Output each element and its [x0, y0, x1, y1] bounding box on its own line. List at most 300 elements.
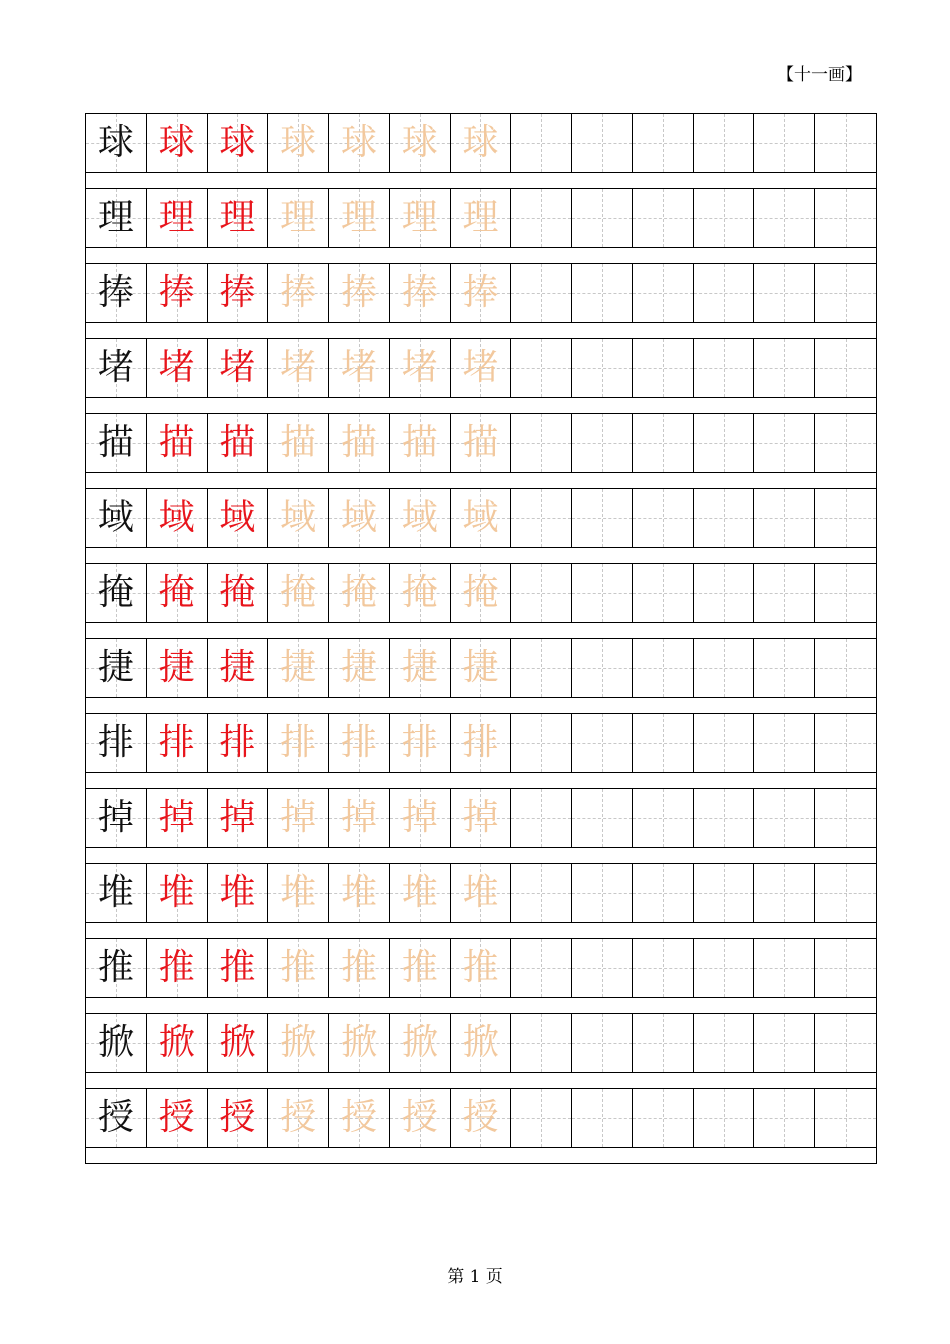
trace-character: 掩 — [280, 572, 317, 613]
practice-row — [86, 189, 876, 264]
trace-character: 理 — [401, 197, 438, 238]
practice-row — [86, 789, 876, 864]
trace-character: 理 — [462, 197, 499, 238]
example-cell — [208, 339, 269, 397]
trace-character: 堆 — [340, 872, 377, 913]
trace-character: 捧 — [280, 272, 317, 313]
model-character: 描 — [97, 422, 134, 463]
blank-practice-cell — [694, 264, 755, 322]
trace-cell — [268, 714, 329, 772]
red-example-character: 捷 — [219, 647, 256, 688]
blank-practice-cell — [815, 189, 876, 247]
trace-character: 排 — [280, 722, 317, 763]
trace-cell — [451, 489, 512, 547]
practice-row — [86, 414, 876, 489]
blank-practice-cell — [815, 264, 876, 322]
example-cell — [147, 864, 208, 922]
blank-practice-cell — [511, 264, 572, 322]
model-character: 域 — [97, 497, 134, 538]
red-example-character: 授 — [219, 1097, 256, 1138]
trace-cell — [329, 939, 390, 997]
practice-row — [86, 939, 876, 1014]
row-separator — [86, 698, 876, 714]
red-example-character: 捧 — [219, 272, 256, 313]
red-example-character: 球 — [158, 122, 195, 163]
trace-character: 捷 — [280, 647, 317, 688]
red-example-character: 堵 — [158, 347, 195, 388]
red-example-character: 掀 — [158, 1022, 195, 1063]
example-cell — [208, 489, 269, 547]
example-cell — [147, 114, 208, 172]
trace-cell — [329, 339, 390, 397]
row-separator — [86, 1148, 876, 1164]
trace-character: 描 — [401, 422, 438, 463]
trace-character: 堵 — [280, 347, 317, 388]
model-cell — [86, 414, 147, 472]
blank-practice-cell — [511, 114, 572, 172]
model-cell — [86, 264, 147, 322]
blank-practice-cell — [572, 789, 633, 847]
trace-cell — [329, 1014, 390, 1072]
blank-practice-cell — [815, 1089, 876, 1147]
blank-practice-cell — [754, 639, 815, 697]
blank-practice-cell — [815, 114, 876, 172]
blank-practice-cell — [754, 1014, 815, 1072]
red-example-character: 授 — [158, 1097, 195, 1138]
model-character: 球 — [97, 122, 134, 163]
red-example-character: 排 — [158, 722, 195, 763]
example-cell — [208, 864, 269, 922]
trace-character: 描 — [462, 422, 499, 463]
trace-character: 掉 — [280, 797, 317, 838]
practice-row — [86, 1014, 876, 1089]
trace-cell — [329, 414, 390, 472]
trace-cell — [451, 939, 512, 997]
blank-practice-cell — [572, 1014, 633, 1072]
example-cell — [147, 639, 208, 697]
blank-practice-cell — [572, 864, 633, 922]
blank-practice-cell — [511, 939, 572, 997]
blank-practice-cell — [511, 489, 572, 547]
model-cell — [86, 339, 147, 397]
blank-practice-cell — [694, 189, 755, 247]
trace-cell — [451, 114, 512, 172]
practice-grid — [85, 113, 877, 1164]
blank-practice-cell — [572, 189, 633, 247]
trace-character: 掉 — [401, 797, 438, 838]
trace-cell — [268, 339, 329, 397]
blank-practice-cell — [633, 789, 694, 847]
example-cell — [147, 1089, 208, 1147]
trace-character: 域 — [401, 497, 438, 538]
trace-character: 域 — [462, 497, 499, 538]
model-character: 排 — [97, 722, 134, 763]
trace-character: 堵 — [462, 347, 499, 388]
blank-practice-cell — [754, 714, 815, 772]
trace-character: 捧 — [462, 272, 499, 313]
row-separator — [86, 398, 876, 414]
trace-cell — [390, 1089, 451, 1147]
blank-practice-cell — [694, 939, 755, 997]
example-cell — [147, 714, 208, 772]
blank-practice-cell — [754, 864, 815, 922]
example-cell — [208, 714, 269, 772]
blank-practice-cell — [511, 864, 572, 922]
trace-cell — [329, 114, 390, 172]
model-cell — [86, 189, 147, 247]
red-example-character: 推 — [219, 947, 256, 988]
practice-row — [86, 714, 876, 789]
trace-cell — [268, 264, 329, 322]
trace-cell — [268, 189, 329, 247]
trace-character: 域 — [280, 497, 317, 538]
trace-cell — [268, 789, 329, 847]
trace-cell — [268, 114, 329, 172]
blank-practice-cell — [511, 639, 572, 697]
trace-cell — [329, 189, 390, 247]
trace-character: 推 — [462, 947, 499, 988]
blank-practice-cell — [694, 1014, 755, 1072]
blank-practice-cell — [694, 339, 755, 397]
practice-row — [86, 489, 876, 564]
trace-cell — [451, 264, 512, 322]
model-cell — [86, 789, 147, 847]
model-cell — [86, 639, 147, 697]
blank-practice-cell — [694, 489, 755, 547]
trace-cell — [329, 864, 390, 922]
trace-cell — [329, 1089, 390, 1147]
blank-practice-cell — [511, 189, 572, 247]
example-cell — [208, 1014, 269, 1072]
trace-cell — [329, 264, 390, 322]
red-example-character: 域 — [158, 497, 195, 538]
row-separator — [86, 548, 876, 564]
trace-cell — [451, 1014, 512, 1072]
model-character: 掩 — [97, 572, 134, 613]
trace-character: 捷 — [462, 647, 499, 688]
trace-cell — [390, 714, 451, 772]
example-cell — [208, 564, 269, 622]
example-cell — [147, 789, 208, 847]
blank-practice-cell — [694, 714, 755, 772]
blank-practice-cell — [754, 489, 815, 547]
trace-character: 球 — [401, 122, 438, 163]
red-example-character: 球 — [219, 122, 256, 163]
model-cell — [86, 1014, 147, 1072]
blank-practice-cell — [572, 939, 633, 997]
trace-character: 描 — [340, 422, 377, 463]
trace-character: 排 — [401, 722, 438, 763]
blank-practice-cell — [572, 714, 633, 772]
blank-practice-cell — [633, 639, 694, 697]
model-character: 堵 — [97, 347, 134, 388]
trace-cell — [451, 864, 512, 922]
example-cell — [208, 639, 269, 697]
practice-row — [86, 114, 876, 189]
blank-practice-cell — [633, 714, 694, 772]
trace-character: 掀 — [340, 1022, 377, 1063]
trace-character: 捧 — [340, 272, 377, 313]
trace-cell — [329, 714, 390, 772]
row-separator — [86, 323, 876, 339]
blank-practice-cell — [694, 639, 755, 697]
blank-practice-cell — [694, 864, 755, 922]
trace-cell — [390, 414, 451, 472]
stroke-count-label: 【十一画】 — [777, 65, 862, 85]
example-cell — [147, 414, 208, 472]
blank-practice-cell — [754, 939, 815, 997]
trace-character: 推 — [340, 947, 377, 988]
trace-cell — [451, 714, 512, 772]
red-example-character: 堆 — [219, 872, 256, 913]
blank-practice-cell — [633, 1014, 694, 1072]
trace-cell — [329, 564, 390, 622]
trace-character: 掀 — [462, 1022, 499, 1063]
blank-practice-cell — [815, 489, 876, 547]
blank-practice-cell — [572, 564, 633, 622]
practice-row — [86, 264, 876, 339]
example-cell — [147, 564, 208, 622]
trace-character: 排 — [462, 722, 499, 763]
model-character: 捷 — [97, 647, 134, 688]
blank-practice-cell — [815, 1014, 876, 1072]
blank-practice-cell — [633, 489, 694, 547]
model-cell — [86, 864, 147, 922]
trace-cell — [390, 564, 451, 622]
trace-character: 球 — [462, 122, 499, 163]
row-separator — [86, 923, 876, 939]
trace-cell — [451, 339, 512, 397]
trace-character: 堵 — [401, 347, 438, 388]
trace-cell — [451, 564, 512, 622]
model-character: 堆 — [97, 872, 134, 913]
trace-cell — [451, 789, 512, 847]
blank-practice-cell — [815, 939, 876, 997]
blank-practice-cell — [754, 264, 815, 322]
blank-practice-cell — [694, 1089, 755, 1147]
red-example-character: 堵 — [219, 347, 256, 388]
row-separator — [86, 623, 876, 639]
blank-practice-cell — [633, 264, 694, 322]
trace-character: 授 — [462, 1097, 499, 1138]
blank-practice-cell — [754, 1089, 815, 1147]
trace-character: 描 — [280, 422, 317, 463]
trace-character: 域 — [340, 497, 377, 538]
trace-cell — [329, 489, 390, 547]
trace-character: 掉 — [462, 797, 499, 838]
trace-character: 掀 — [401, 1022, 438, 1063]
trace-cell — [268, 939, 329, 997]
blank-practice-cell — [511, 789, 572, 847]
row-separator — [86, 248, 876, 264]
blank-practice-cell — [815, 789, 876, 847]
trace-character: 理 — [340, 197, 377, 238]
practice-row — [86, 864, 876, 939]
trace-cell — [268, 864, 329, 922]
trace-character: 掉 — [340, 797, 377, 838]
model-character: 理 — [97, 197, 134, 238]
example-cell — [147, 264, 208, 322]
blank-practice-cell — [815, 564, 876, 622]
blank-practice-cell — [754, 564, 815, 622]
blank-practice-cell — [694, 564, 755, 622]
row-separator — [86, 473, 876, 489]
trace-cell — [268, 414, 329, 472]
trace-character: 堆 — [280, 872, 317, 913]
model-character: 掀 — [97, 1022, 134, 1063]
red-example-character: 堆 — [158, 872, 195, 913]
example-cell — [208, 264, 269, 322]
blank-practice-cell — [694, 114, 755, 172]
blank-practice-cell — [633, 1089, 694, 1147]
trace-cell — [390, 339, 451, 397]
red-example-character: 捧 — [158, 272, 195, 313]
example-cell — [147, 189, 208, 247]
trace-character: 推 — [280, 947, 317, 988]
blank-practice-cell — [633, 339, 694, 397]
trace-character: 理 — [280, 197, 317, 238]
blank-practice-cell — [633, 864, 694, 922]
trace-character: 堵 — [340, 347, 377, 388]
model-cell — [86, 714, 147, 772]
row-separator — [86, 1073, 876, 1089]
practice-row — [86, 639, 876, 714]
red-example-character: 域 — [219, 497, 256, 538]
blank-practice-cell — [754, 789, 815, 847]
trace-cell — [390, 864, 451, 922]
blank-practice-cell — [633, 939, 694, 997]
model-character: 掉 — [97, 797, 134, 838]
blank-practice-cell — [572, 264, 633, 322]
trace-cell — [451, 414, 512, 472]
blank-practice-cell — [754, 189, 815, 247]
trace-character: 掩 — [340, 572, 377, 613]
trace-cell — [390, 189, 451, 247]
blank-practice-cell — [633, 414, 694, 472]
blank-practice-cell — [633, 189, 694, 247]
red-example-character: 推 — [158, 947, 195, 988]
blank-practice-cell — [815, 414, 876, 472]
example-cell — [147, 339, 208, 397]
trace-cell — [268, 489, 329, 547]
red-example-character: 理 — [219, 197, 256, 238]
blank-practice-cell — [572, 414, 633, 472]
blank-practice-cell — [815, 714, 876, 772]
practice-row — [86, 339, 876, 414]
page-number: 第 1 页 — [447, 1267, 503, 1287]
blank-practice-cell — [511, 414, 572, 472]
example-cell — [147, 1014, 208, 1072]
example-cell — [147, 939, 208, 997]
model-cell — [86, 1089, 147, 1147]
blank-practice-cell — [754, 414, 815, 472]
model-character: 捧 — [97, 272, 134, 313]
blank-practice-cell — [572, 489, 633, 547]
example-cell — [208, 414, 269, 472]
blank-practice-cell — [511, 339, 572, 397]
row-separator — [86, 848, 876, 864]
example-cell — [208, 189, 269, 247]
example-cell — [208, 1089, 269, 1147]
blank-practice-cell — [754, 339, 815, 397]
row-separator — [86, 773, 876, 789]
trace-character: 捧 — [401, 272, 438, 313]
row-separator — [86, 998, 876, 1014]
trace-character: 堆 — [401, 872, 438, 913]
row-separator — [86, 173, 876, 189]
model-cell — [86, 489, 147, 547]
trace-cell — [390, 639, 451, 697]
trace-character: 授 — [401, 1097, 438, 1138]
red-example-character: 掩 — [158, 572, 195, 613]
trace-cell — [451, 639, 512, 697]
trace-cell — [390, 489, 451, 547]
trace-cell — [390, 114, 451, 172]
trace-character: 球 — [280, 122, 317, 163]
blank-practice-cell — [815, 639, 876, 697]
blank-practice-cell — [572, 639, 633, 697]
model-cell — [86, 564, 147, 622]
blank-practice-cell — [511, 564, 572, 622]
red-example-character: 掉 — [158, 797, 195, 838]
trace-cell — [451, 189, 512, 247]
blank-practice-cell — [754, 114, 815, 172]
blank-practice-cell — [815, 339, 876, 397]
trace-cell — [268, 1089, 329, 1147]
blank-practice-cell — [572, 339, 633, 397]
model-cell — [86, 939, 147, 997]
blank-practice-cell — [633, 114, 694, 172]
trace-cell — [390, 264, 451, 322]
red-example-character: 掩 — [219, 572, 256, 613]
red-example-character: 掉 — [219, 797, 256, 838]
blank-practice-cell — [511, 1014, 572, 1072]
blank-practice-cell — [633, 564, 694, 622]
trace-character: 授 — [280, 1097, 317, 1138]
trace-cell — [268, 1014, 329, 1072]
trace-character: 掩 — [462, 572, 499, 613]
blank-practice-cell — [511, 714, 572, 772]
practice-row — [86, 564, 876, 639]
blank-practice-cell — [511, 1089, 572, 1147]
trace-character: 球 — [340, 122, 377, 163]
blank-practice-cell — [572, 1089, 633, 1147]
trace-character: 捷 — [340, 647, 377, 688]
red-example-character: 掀 — [219, 1022, 256, 1063]
practice-row — [86, 1089, 876, 1164]
trace-cell — [268, 564, 329, 622]
example-cell — [208, 939, 269, 997]
trace-cell — [390, 1014, 451, 1072]
trace-cell — [451, 1089, 512, 1147]
trace-character: 堆 — [462, 872, 499, 913]
red-example-character: 描 — [158, 422, 195, 463]
trace-character: 推 — [401, 947, 438, 988]
red-example-character: 理 — [158, 197, 195, 238]
trace-cell — [390, 939, 451, 997]
trace-cell — [329, 789, 390, 847]
model-character: 授 — [97, 1097, 134, 1138]
model-character: 推 — [97, 947, 134, 988]
blank-practice-cell — [694, 414, 755, 472]
red-example-character: 描 — [219, 422, 256, 463]
trace-character: 捷 — [401, 647, 438, 688]
red-example-character: 捷 — [158, 647, 195, 688]
trace-character: 排 — [340, 722, 377, 763]
example-cell — [208, 114, 269, 172]
trace-character: 掀 — [280, 1022, 317, 1063]
trace-cell — [268, 639, 329, 697]
